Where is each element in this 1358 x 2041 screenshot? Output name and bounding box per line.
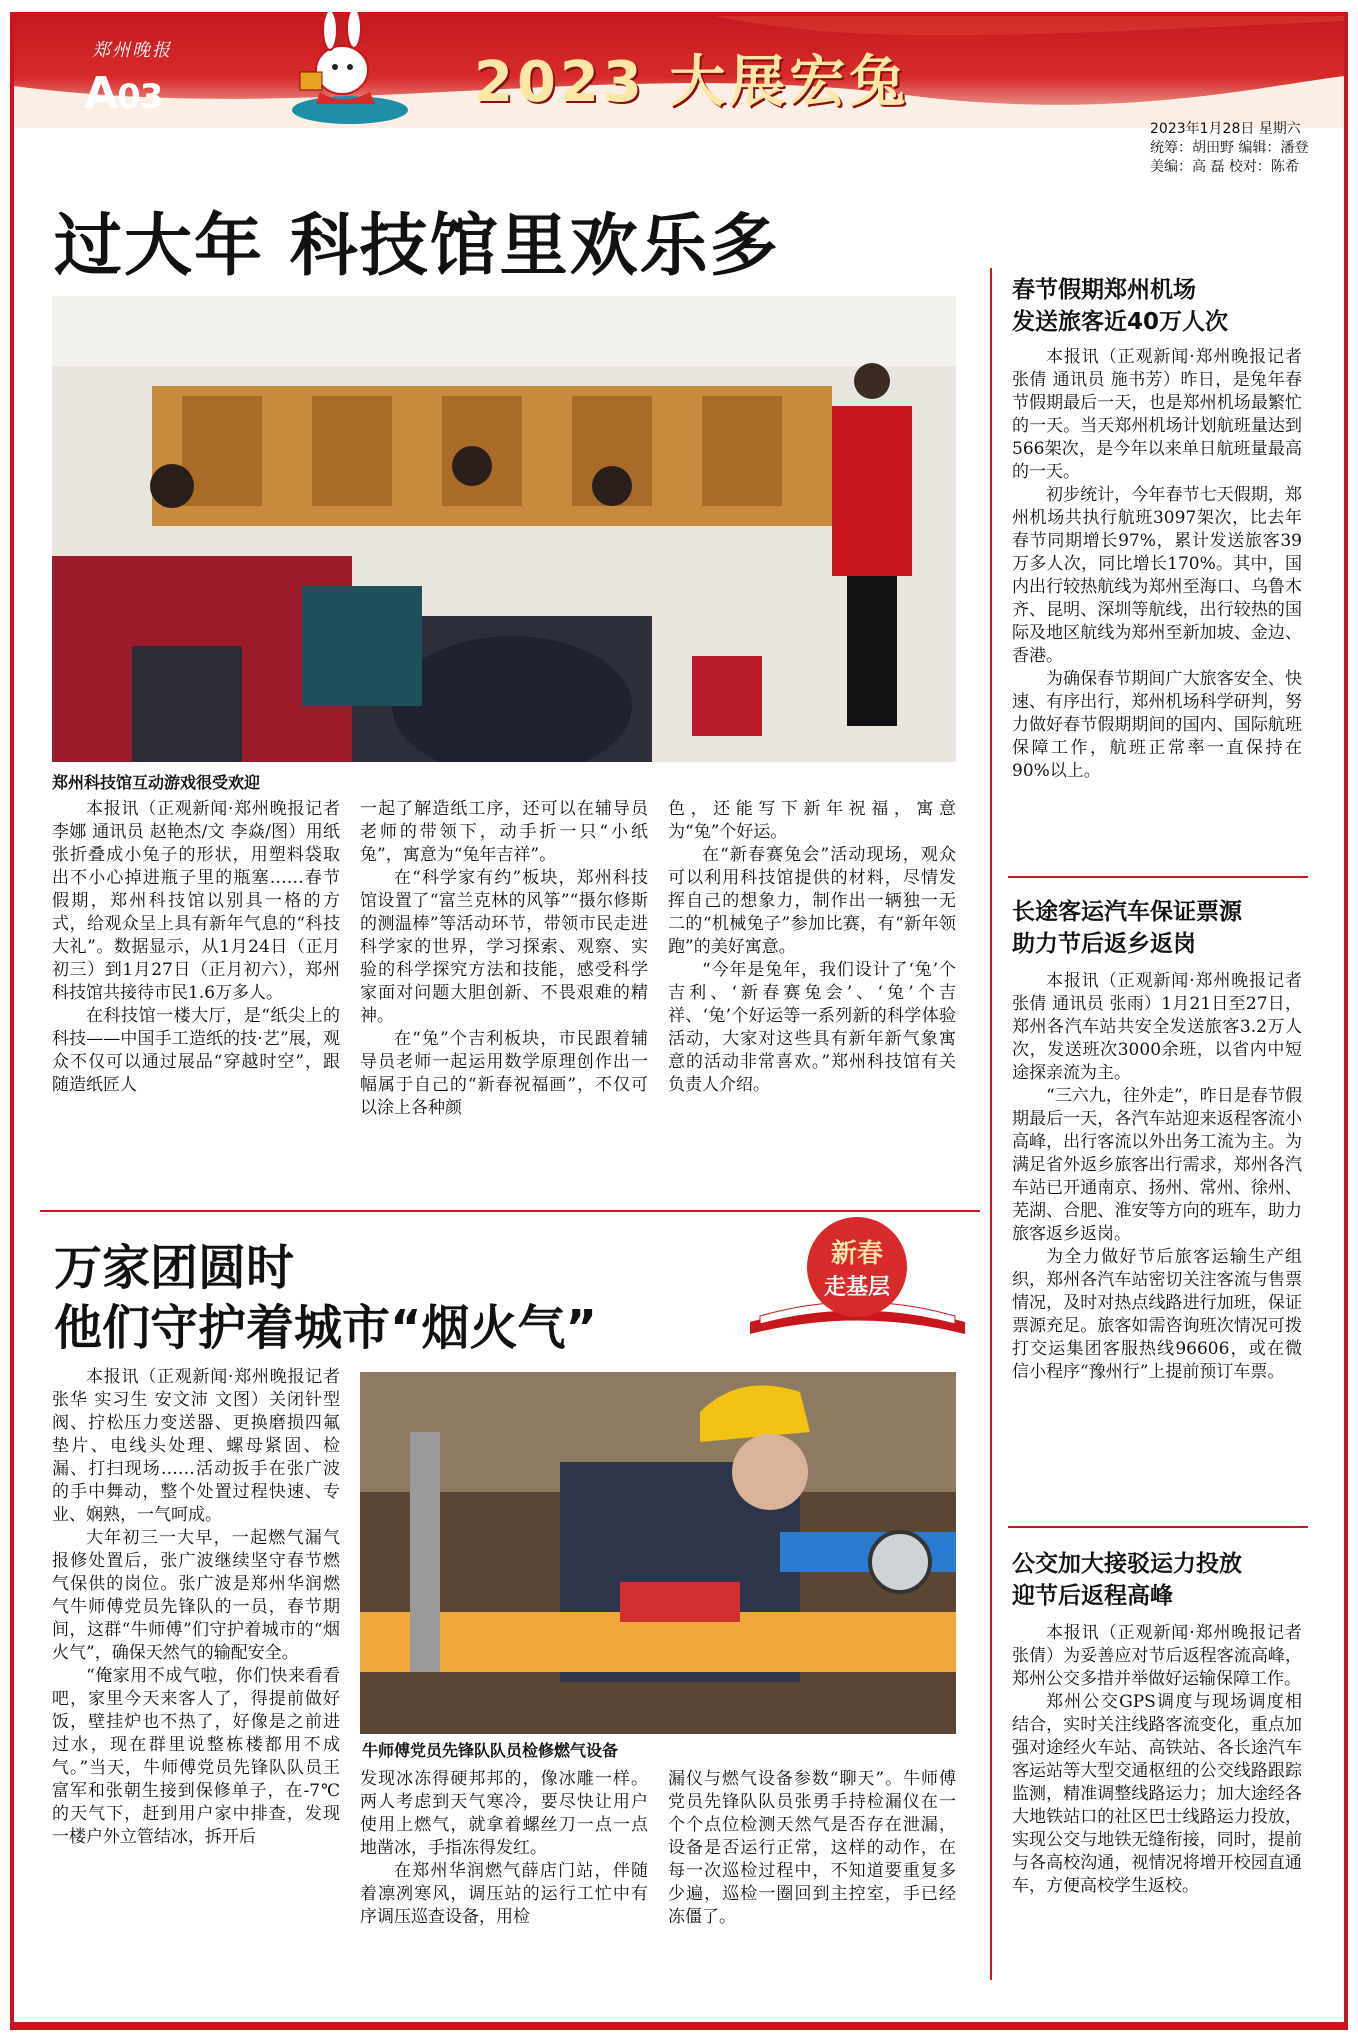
- article1-col1-p2: 在科技馆一楼大厅，是“纸尖上的科技——中国手工造纸的技·艺”展，观众不仅可以通过展品“穿越时空”，跟随造纸匠人: [52, 1006, 340, 1095]
- side3-title-line1: 公交加大接驳运力投放: [1012, 1551, 1242, 1577]
- article2-title-line1: 万家团圆时: [54, 1240, 295, 1296]
- article1-photo: [52, 296, 956, 762]
- side2-title: [1012, 896, 1242, 960]
- side-divider-2: [1008, 1526, 1308, 1528]
- new-spring-badge-icon: [740, 1212, 975, 1342]
- article2-col2-p2: 在郑州华润燃气薛店门站，伴随着凛冽寒风，调压站的运行工忙中有序调压巡查设备，用检: [360, 1861, 648, 1927]
- page-number: [84, 68, 162, 119]
- side2-p2: “三六九，往外走”，昨日是春节假期最后一天，各汽车站迎来返程客流小高峰，出行客流以外出务工流为主。为满足省外返乡旅客出行需求，郑州各汽车站已开通南京、扬州、常州、徐州、芜湖、合肥、淮安等方向的班车，助力旅客返乡返岗。: [1012, 1086, 1302, 1244]
- article1-col2-p3: 在“兔”个吉利板块，市民跟着辅导员老师一起运用数学原理创作出一幅属于自己的“新春祝福画”，不仅可以涂上各种颜: [360, 1029, 648, 1118]
- article1-col1: [52, 798, 340, 1097]
- side1-p2: 初步统计，今年春节七天假期，郑州机场共执行航班3097架次，比去年春节同期增长97%，累计发送旅客39万多人次，同比增长170%。其中，国内出行较热航线为郑州至海口、乌鲁木齐、昆明、深圳等航线，出行较热的国际及地区航线为郑州至新加坡、金边、香港。: [1012, 485, 1302, 666]
- article2-col1-p3: “俺家用不成气啦，你们快来看看吧，家里今天来客人了，得提前做好饭，壁挂炉也不热了，好像是之前进过水，现在群里说整栋楼都用不成气。”当天，牛师傅党员先锋队队员王富军和张朝生接到保修单子，在-7℃的天气下，赶到用户家中排查，发现一楼户外立管结冰，拆开后: [52, 1666, 340, 1847]
- paper-name: 郑州晚报: [92, 40, 172, 61]
- side1-p1: 本报讯（正观新闻·郑州晚报记者 张倩 通讯员 施书芳）昨日，是兔年春节假期最后一天，也是郑州机场最繁忙的一天。当天郑州机场计划航班量达到566架次，是今年以来单日航班量最高的一天。: [1012, 347, 1302, 482]
- side1-title-line1: 春节假期郑州机场: [1012, 277, 1196, 303]
- badge-line2: 走基层: [823, 1275, 891, 1300]
- badge-line1: 新春: [830, 1239, 884, 1269]
- side1-title-line2: 发送旅客近40万人次: [1012, 309, 1229, 335]
- article1-col2-p1: 一起了解造纸工序，还可以在辅导员老师的带领下，动手折一只“小纸兔”，寓意为“兔年吉祥”。: [360, 799, 648, 865]
- article2-col2: [360, 1768, 648, 1929]
- editor-line: 统筹：胡田野 编辑：潘登: [1150, 140, 1309, 156]
- article2-title: [54, 1238, 597, 1358]
- side1-title: [1012, 274, 1228, 338]
- sidebar-divider: [990, 268, 992, 1980]
- side3-body: [1012, 1622, 1302, 1898]
- article1-title: 过大年 科技馆里欢乐多: [54, 207, 780, 286]
- article2-col1-p2: 大年初三一大早，一起燃气漏气报修处置后，张广波继续坚守春节燃气保供的岗位。张广波是郑州华润燃气牛师傅党员先锋队的一员，春节期间，这群“牛师傅”们守护着城市的“烟火气”，确保天然气的输配安全。: [52, 1528, 340, 1663]
- side2-p1: 本报讯（正观新闻·郑州晚报记者 张倩 通讯员 张雨）1月21日至27日，郑州各汽车站共安全发送旅客3.2万人次，发送班次3000余班，以省内中短途探亲流为主。: [1012, 971, 1302, 1083]
- side3-title: [1012, 1548, 1242, 1612]
- article1-col2-p2: 在“科学家有约”板块，郑州科技馆设置了“富兰克林的风筝”“摄尔修斯的测温棒”等活动环节，带领市民走进科学家的世界，学习探索、观察、实验的科学探究方法和技能，感受科学家面对问题大胆创新、不畏艰难的精神。: [360, 868, 648, 1026]
- side-divider-1: [1008, 876, 1308, 878]
- article1-col3-p3: “今年是兔年，我们设计了‘兔’个吉利、‘新春赛兔会’、‘兔’个吉祥、‘兔’个好运等一系列新的科学体验活动，大家对这些具有新年新气象寓意的活动非常喜欢。”郑州科技馆有关负责人介绍。: [668, 960, 956, 1095]
- side2-title-line1: 长途客运汽车保证票源: [1012, 899, 1242, 925]
- article2-col3-p1: 漏仪与燃气设备参数“聊天”。牛师傅党员先锋队队员张勇手持检漏仪在一个个点位检测天然气是否存在泄漏，设备是否运行正常，这样的动作，在每一次巡检过程中，不知道要重复多少遍，巡检一圈回到主控室，手已经冻僵了。: [668, 1769, 956, 1927]
- article1-col3: [668, 798, 956, 1097]
- side2-p3: 为全力做好节后旅客运输生产组织，郑州各汽车站密切关注客流与售票情况，及时对热点线路进行加班，保证票源充足。旅客如需咨询班次情况可拨打交运集团客服热线96606，或在微信小程序“豫州行”上提前预订车票。: [1012, 1247, 1302, 1382]
- issue-meta: [1150, 120, 1340, 177]
- page-letter: A: [84, 68, 118, 119]
- article2-caption: 牛师傅党员先锋队队员检修燃气设备: [362, 1741, 619, 1760]
- article2-col3: [668, 1768, 956, 1929]
- gas-maintenance-photo: [360, 1372, 956, 1734]
- article2-title-line2: 他们守护着城市“烟火气”: [54, 1300, 598, 1356]
- designer-line: 美编：高 磊 校对：陈希: [1150, 159, 1299, 175]
- article2-col1-p1: 本报讯（正观新闻·郑州晚报记者 张华 实习生 安文沛 文图）关闭针型阀、拧松压力变送器、更换磨损四氟垫片、电线头处理、螺母紧固、检漏、打扫现场……活动扳手在张广波的手中舞动，整个处置过程快速、专业、娴熟，一气呵成。: [52, 1367, 340, 1525]
- article1-caption: 郑州科技馆互动游戏很受欢迎: [52, 773, 261, 792]
- side1-body: [1012, 346, 1302, 783]
- bottom-bar: [14, 2022, 1344, 2030]
- article1-col3-p2: 在“新春赛兔会”活动现场，观众可以利用科技馆提供的材料，尽情发挥自己的想象力，制作出一辆独一无二的“机械兔子”参加比赛，有“新年领跑”的美好寓意。: [668, 845, 956, 957]
- slogan: 2023 大展宏兔: [474, 50, 910, 115]
- article1-col1-p1: 本报讯（正观新闻·郑州晚报记者 李娜 通讯员 赵艳杰/文 李焱/图）用纸张折叠成小兔子的形状，用塑料袋取出不小心掉进瓶子里的瓶塞……春节假期，郑州科技馆以别具一格的方式，给观众呈上具有新年气息的“科技大礼”。数据显示，从1月24日（正月初三）到1月27日（正月初六），郑州科技馆共接待市民1.6万多人。: [52, 799, 340, 1003]
- article2-col1: [52, 1366, 340, 1849]
- side3-p2: 郑州公交GPS调度与现场调度相结合，实时关注线路客流变化，重点加强对途经火车站、高铁站、各长途汽车客运站等大型交通枢纽的公交线路跟踪监测，精准调整线路运力；加大途经各大地铁站口的社区巴士线路运力投放，实现公交与地铁无缝衔接，同时，提前与各高校沟通，视情况将增开校园直通车，方便高校学生返校。: [1012, 1692, 1302, 1896]
- side2-title-line2: 助力节后返乡返岗: [1012, 931, 1196, 957]
- side2-body: [1012, 970, 1302, 1384]
- page-digits: 03: [117, 77, 163, 117]
- masthead: [14, 16, 1344, 128]
- article2-col2-p1: 发现冰冻得硬邦邦的，像冰雕一样。两人考虑到天气寒冷，要尽快让用户使用上燃气，就拿着螺丝刀一点一点地凿冰，手指冻得发红。: [360, 1769, 648, 1858]
- article2-photo: [360, 1372, 956, 1734]
- rabbit-mascot-icon: [280, 12, 410, 130]
- side1-p3: 为确保春节期间广大旅客安全、快速、有序出行，郑州机场科学研判，努力做好春节假期期间的国内、国际航班保障工作，航班正常率一直保持在90%以上。: [1012, 669, 1302, 781]
- science-museum-photo: [52, 296, 956, 762]
- article1-col3-p1: 色，还能写下新年祝福，寓意为“兔”个好运。: [668, 799, 956, 842]
- side3-title-line2: 迎节后返程高峰: [1012, 1583, 1173, 1609]
- issue-date: 2023年1月28日 星期六: [1150, 121, 1301, 137]
- article1-col2: [360, 798, 648, 1120]
- side3-p1: 本报讯（正观新闻·郑州晚报记者 张倩）为妥善应对节后返程客流高峰，郑州公交多措并举做好运输保障工作。: [1012, 1623, 1302, 1689]
